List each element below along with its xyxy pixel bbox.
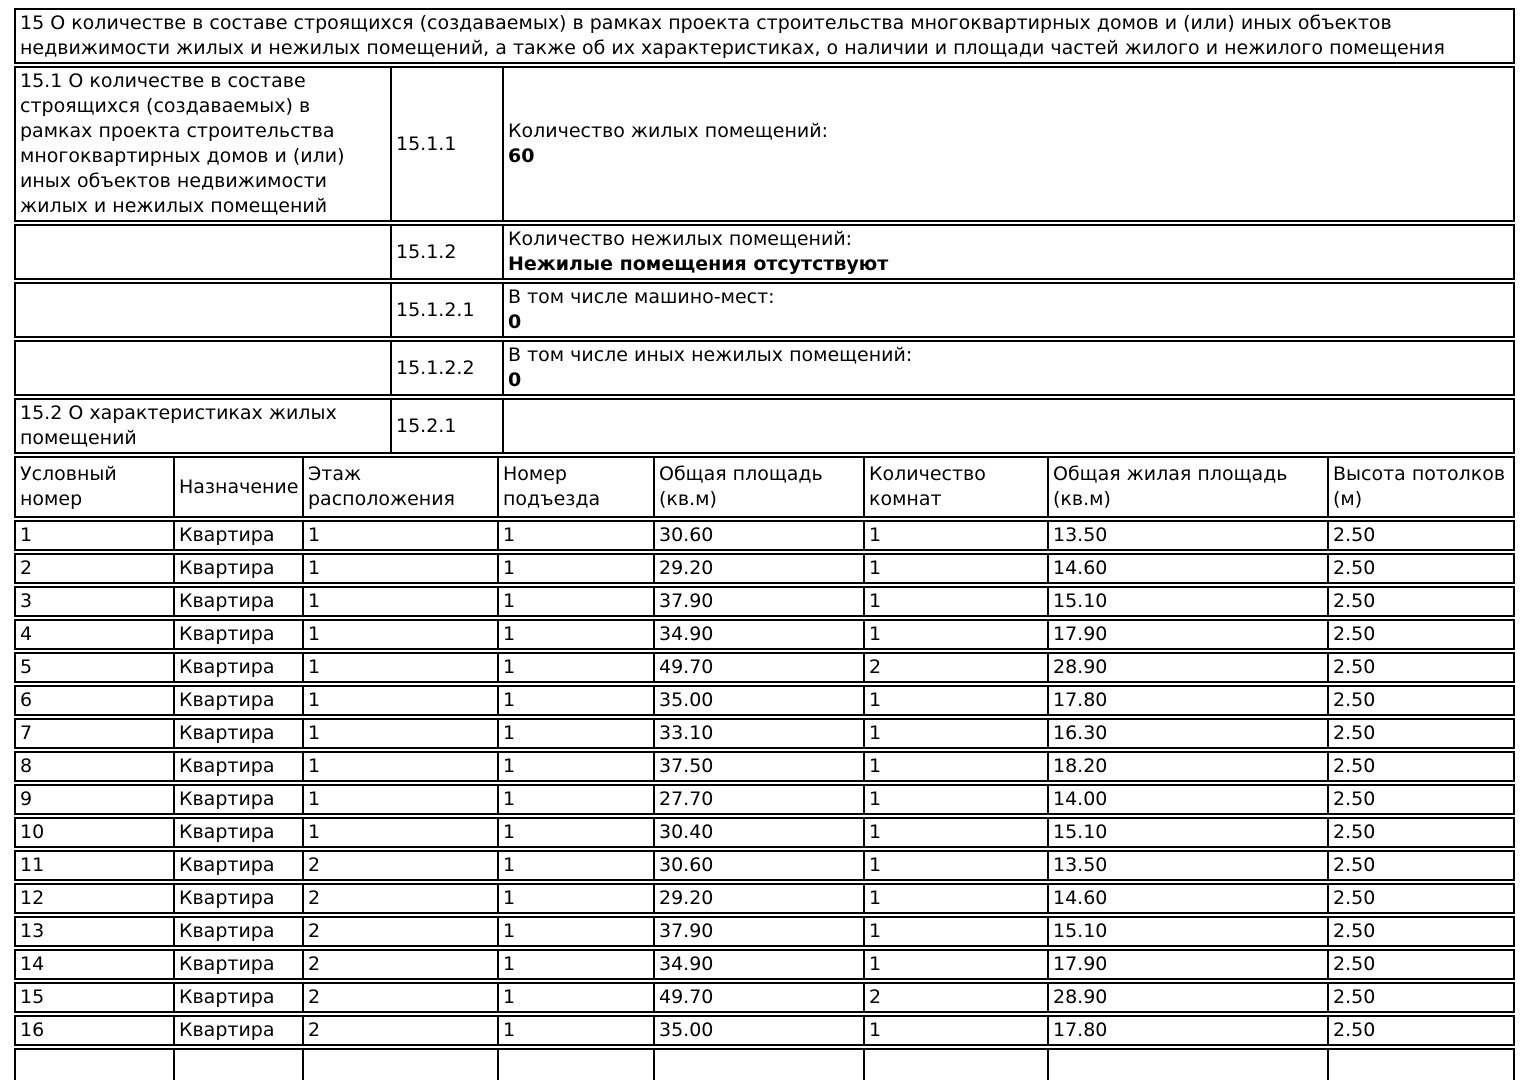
apartment-cell: 3 [20, 590, 33, 612]
apartment-cell: 9 [20, 788, 33, 810]
apartment-cell: 37.50 [653, 753, 863, 780]
section-code: 15.1.1 [390, 68, 502, 220]
column-header: Номер подъезда [497, 458, 653, 516]
apartment-cell: Квартира [173, 654, 302, 681]
apartment-row [14, 916, 1515, 947]
apartment-row [14, 652, 1515, 683]
apartment-cell: 33.10 [653, 720, 863, 747]
apartment-cell: 28.90 [1047, 984, 1327, 1011]
section-row-15-1-2 [14, 224, 1515, 280]
apartment-cell: 1 [497, 588, 653, 615]
apartment-cell [1047, 1050, 1327, 1080]
apartment-cell: 15.10 [1047, 819, 1327, 846]
apartment-cell: 37.90 [653, 588, 863, 615]
apartment-cell: 16 [20, 1019, 45, 1041]
apartment-cell [653, 1050, 863, 1080]
apartment-cell: 5 [20, 656, 33, 678]
apartment-cell: 2.50 [1327, 1017, 1513, 1044]
apartment-cell [497, 1050, 653, 1080]
section-row-15-2-1 [14, 398, 1515, 454]
apartment-cell: 2 [863, 984, 1047, 1011]
apartment-row [14, 685, 1515, 716]
apartment-cell: Квартира [173, 786, 302, 813]
apartment-cell: 2.50 [1327, 522, 1513, 549]
section-content [502, 226, 1513, 278]
apartments-table [14, 456, 1515, 1080]
apartment-cell: 1 [302, 786, 497, 813]
apartment-cell: Квартира [173, 918, 302, 945]
apartment-cell: 17.80 [1047, 1017, 1327, 1044]
column-header: Общая жилая площадь (кв.м) [1047, 458, 1327, 516]
apartment-cell: Квартира [173, 951, 302, 978]
apartment-cell: 1 [863, 720, 1047, 747]
apartment-cell: 1 [302, 555, 497, 582]
apartment-cell: 2.50 [1327, 852, 1513, 879]
apartment-cell: 1 [302, 621, 497, 648]
apartment-cell: 30.60 [653, 852, 863, 879]
apartment-cell: 37.90 [653, 918, 863, 945]
section-content [502, 400, 1513, 452]
apartment-cell: 35.00 [653, 687, 863, 714]
apartment-cell: 1 [497, 555, 653, 582]
apartment-cell: 1 [302, 753, 497, 780]
apartment-cell: 2.50 [1327, 720, 1513, 747]
apartment-cell: 1 [863, 885, 1047, 912]
apartment-cell: 11 [20, 854, 45, 876]
apartment-cell: 7 [20, 722, 33, 744]
field-value: 60 [508, 145, 535, 167]
section-label: 15.2 О характеристиках жилых помещений [20, 402, 337, 449]
apartment-cell: 1 [302, 687, 497, 714]
apartment-cell: 4 [20, 623, 33, 645]
apartment-row [14, 949, 1515, 980]
apartment-cell: Квартира [173, 522, 302, 549]
apartment-cell: 1 [863, 522, 1047, 549]
apartment-cell: 2 [302, 918, 497, 945]
apartment-cell: 2.50 [1327, 984, 1513, 1011]
apartment-cell [863, 1050, 1047, 1080]
column-header: Общая площадь (кв.м) [653, 458, 863, 516]
section-code: 15.1.2.1 [390, 284, 502, 336]
apartment-row [14, 1015, 1515, 1046]
field-label: Количество нежилых помещений: [508, 228, 853, 250]
apartment-cell: 2.50 [1327, 786, 1513, 813]
apartment-cell: 1 [863, 819, 1047, 846]
section-content [502, 342, 1513, 394]
apartment-cell: 2.50 [1327, 654, 1513, 681]
field-label: Количество жилых помещений: [508, 120, 828, 142]
apartment-row [14, 619, 1515, 650]
apartment-cell: 1 [497, 852, 653, 879]
apartment-cell: 2.50 [1327, 885, 1513, 912]
apartment-cell: 2.50 [1327, 753, 1513, 780]
apartment-cell: 1 [497, 918, 653, 945]
apartment-cell: Квартира [173, 687, 302, 714]
apartment-row [14, 751, 1515, 782]
section-code: 15.1.2.2 [390, 342, 502, 394]
apartment-cell: 12 [20, 887, 45, 909]
apartment-cell: 1 [497, 786, 653, 813]
apartment-row [14, 850, 1515, 881]
apartment-cell: 34.90 [653, 621, 863, 648]
apartment-cell: 13 [20, 920, 45, 942]
apartment-cell: 1 [302, 654, 497, 681]
apartment-cell: 14.60 [1047, 885, 1327, 912]
section-label [16, 226, 390, 278]
apartment-cell: 17.80 [1047, 687, 1327, 714]
apartment-cell: 49.70 [653, 984, 863, 1011]
apartment-cell: 2 [302, 885, 497, 912]
apartment-cell: 15.10 [1047, 588, 1327, 615]
apartment-cell: 2 [863, 654, 1047, 681]
column-header: Назначение [173, 458, 302, 516]
apartment-cell [302, 1050, 497, 1080]
field-value: 0 [508, 311, 522, 333]
apartment-cell: 18.20 [1047, 753, 1327, 780]
apartment-cell: 1 [497, 720, 653, 747]
apartment-cell: 2.50 [1327, 918, 1513, 945]
apartment-cell: 30.60 [653, 522, 863, 549]
apartment-cell: 1 [302, 720, 497, 747]
apartment-row [14, 883, 1515, 914]
apartment-row [14, 982, 1515, 1013]
apartments-rows [14, 520, 1515, 1080]
apartment-cell: 1 [302, 588, 497, 615]
apartment-row [14, 817, 1515, 848]
apartment-cell: 49.70 [653, 654, 863, 681]
apartment-cell: 1 [863, 1017, 1047, 1044]
section-15-header-row [14, 8, 1515, 64]
apartment-cell: 14 [20, 953, 45, 975]
apartment-cell: 17.90 [1047, 951, 1327, 978]
apartment-cell: 1 [497, 984, 653, 1011]
apartment-cell: 2 [302, 1017, 497, 1044]
apartment-cell: 1 [497, 687, 653, 714]
section-label [16, 284, 390, 336]
apartment-cell: 30.40 [653, 819, 863, 846]
apartment-cell: 1 [863, 786, 1047, 813]
apartment-cell [1327, 1050, 1513, 1080]
apartment-cell: 1 [497, 951, 653, 978]
apartment-cell: 1 [302, 522, 497, 549]
column-header: Количество комнат [863, 458, 1047, 516]
apartment-cell: 2 [302, 984, 497, 1011]
apartment-cell: 14.60 [1047, 555, 1327, 582]
apartment-cell: 1 [863, 918, 1047, 945]
apartment-row [14, 520, 1515, 551]
section-row-15-1-1 [14, 66, 1515, 222]
apartment-cell: 27.70 [653, 786, 863, 813]
apartment-cell: 29.20 [653, 555, 863, 582]
section-15-title: 15 О количестве в составе строящихся (создаваемых) в рамках проекта строительства многоквартирных домов и (или) иных объектов недвижимости жилых и нежилых помещений, а также об их характеристиках, о наличии и площади частей жилого и нежилого помещения [20, 12, 1445, 59]
apartment-row [14, 553, 1515, 584]
apartment-cell: 13.50 [1047, 852, 1327, 879]
apartment-cell: 29.20 [653, 885, 863, 912]
apartment-cell: 2.50 [1327, 951, 1513, 978]
field-value: 0 [508, 369, 522, 391]
apartment-cell: 13.50 [1047, 522, 1327, 549]
apartment-cell: Квартира [173, 720, 302, 747]
apartment-cell: Квартира [173, 1017, 302, 1044]
section-row-15-1-2-1 [14, 282, 1515, 338]
apartment-cell: 6 [20, 689, 33, 711]
apartment-cell [16, 1050, 173, 1080]
apartment-cell: 2 [302, 852, 497, 879]
apartment-cell: 8 [20, 755, 33, 777]
apartment-cell: Квартира [173, 753, 302, 780]
apartment-cell: Квартира [173, 819, 302, 846]
apartment-cell: 2.50 [1327, 819, 1513, 846]
column-header: Этаж расположения [302, 458, 497, 516]
apartment-cell: 1 [863, 687, 1047, 714]
apartment-cell [173, 1050, 302, 1080]
apartment-cell: 2 [302, 951, 497, 978]
apartment-cell: 1 [863, 621, 1047, 648]
apartment-cell: 1 [497, 753, 653, 780]
apartment-cell: 1 [497, 654, 653, 681]
apartment-cell: 1 [863, 951, 1047, 978]
apartment-cell: 28.90 [1047, 654, 1327, 681]
apartment-cell: 15 [20, 986, 45, 1008]
apartment-cell: 2.50 [1327, 555, 1513, 582]
apartment-cell: 1 [497, 522, 653, 549]
column-header: Условный номер [20, 463, 117, 510]
apartment-cell: 34.90 [653, 951, 863, 978]
apartment-cell: Квартира [173, 588, 302, 615]
section-label: 15.1 О количестве в составе строящихся (создаваемых) в рамках проекта строительства многоквартирных домов и (или) иных объектов недвижимости жилых и нежилых помещений [20, 70, 345, 217]
section-content [502, 284, 1513, 336]
apartment-cell: Квартира [173, 885, 302, 912]
apartment-cell: Квартира [173, 555, 302, 582]
apartment-cell: 2.50 [1327, 588, 1513, 615]
section-label [16, 342, 390, 394]
apartment-cell: Квартира [173, 852, 302, 879]
apartment-cell: 16.30 [1047, 720, 1327, 747]
apartment-cell: 10 [20, 821, 45, 843]
apartment-row [14, 784, 1515, 815]
apartment-cell: 2.50 [1327, 621, 1513, 648]
apartment-cell: 1 [497, 819, 653, 846]
apartment-cell: 1 [863, 753, 1047, 780]
apartment-cell: 1 [497, 621, 653, 648]
apartment-cell: 1 [863, 588, 1047, 615]
apartment-cell: 35.00 [653, 1017, 863, 1044]
section-code: 15.2.1 [390, 400, 502, 452]
apartment-cell: 2.50 [1327, 687, 1513, 714]
apartment-cell: 1 [497, 885, 653, 912]
apartment-cell: 1 [497, 1017, 653, 1044]
apartment-cell: 1 [20, 524, 33, 546]
field-label: В том числе иных нежилых помещений: [508, 344, 913, 366]
apartment-row-clipped [14, 1048, 1515, 1080]
section-row-15-1-2-2 [14, 340, 1515, 396]
apartment-row [14, 586, 1515, 617]
apartment-cell: 2 [20, 557, 33, 579]
apartment-cell: 1 [302, 819, 497, 846]
section-code: 15.1.2 [390, 226, 502, 278]
apartment-cell: 1 [863, 555, 1047, 582]
field-value: Нежилые помещения отсутствуют [508, 253, 889, 275]
field-label: В том числе машино-мест: [508, 286, 775, 308]
apartment-cell: Квартира [173, 984, 302, 1011]
section-content [502, 68, 1513, 220]
apartment-cell: 14.00 [1047, 786, 1327, 813]
apartment-row [14, 718, 1515, 749]
apartment-cell: 15.10 [1047, 918, 1327, 945]
apartment-cell: 1 [863, 852, 1047, 879]
apartments-header-row [14, 456, 1515, 518]
apartment-cell: Квартира [173, 621, 302, 648]
column-header: Высота потолков (м) [1327, 458, 1513, 516]
apartment-cell: 17.90 [1047, 621, 1327, 648]
